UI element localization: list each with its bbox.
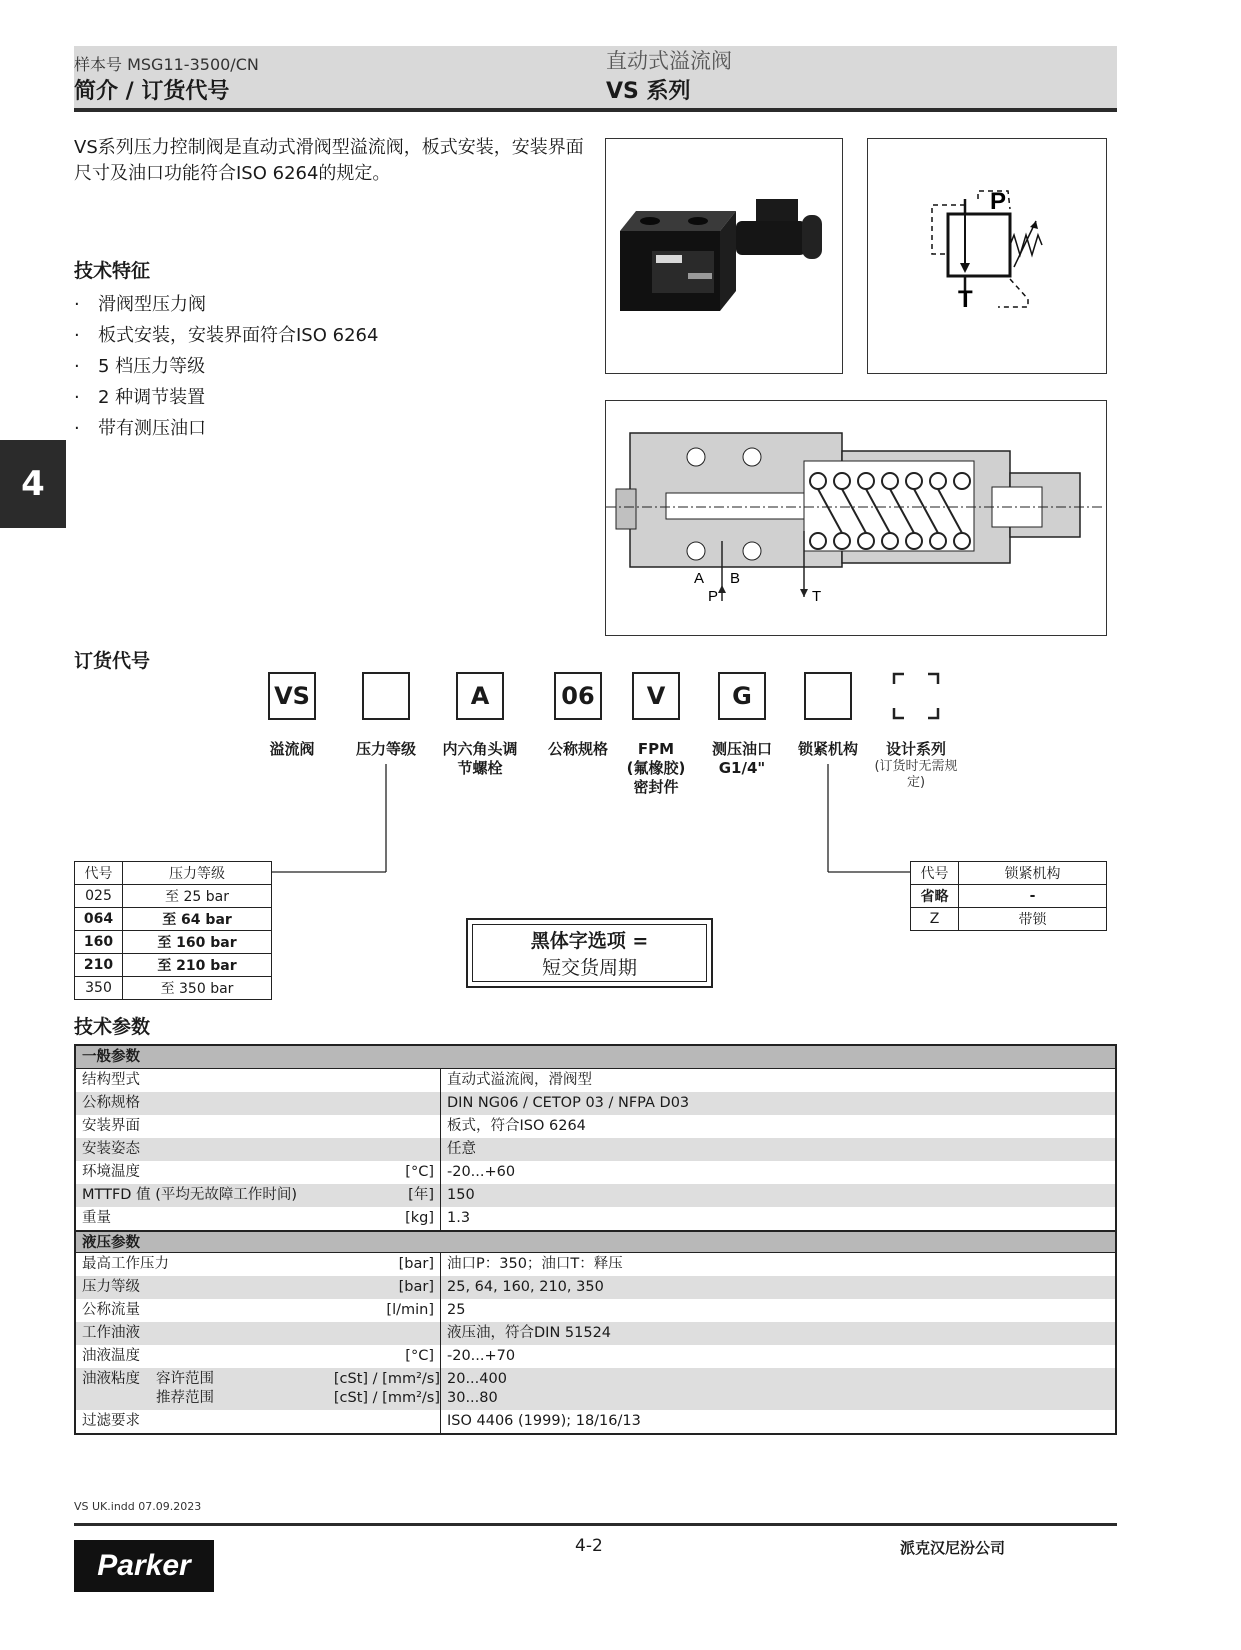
table-row: 工作油液 液压油，符合DIN 51524: [76, 1322, 1115, 1345]
section-general: 一般参数: [76, 1046, 1115, 1069]
section-hydraulic: 液压参数: [76, 1230, 1115, 1253]
list-item: · 带有测压油口: [74, 418, 206, 439]
table-row: 350 至 350 bar: [75, 977, 272, 1000]
list-item: · 5 档压力等级: [74, 356, 206, 377]
footer-rule: [74, 1523, 1117, 1526]
table-row: 安装姿态 任意: [76, 1138, 1115, 1161]
code-label-pressure: 压力等级: [355, 740, 416, 758]
list-item: · 板式安装，安装界面符合ISO 6264: [74, 325, 379, 346]
table-row: 安装界面 板式，符合ISO 6264: [76, 1115, 1115, 1138]
product-type: 直动式溢流阀: [606, 49, 732, 73]
intro-text: VS系列压力控制阀是直动式滑阀型溢流阀，板式安装，安装界面尺寸及油口功能符合ISO 6264的规定。: [74, 137, 584, 184]
tech-spec-table: [74, 1044, 1117, 1435]
table-row: 结构型式 直动式溢流阀，滑阀型: [76, 1069, 1115, 1092]
code-box-adjust: A: [456, 672, 504, 720]
port-p-label: P: [990, 188, 1007, 215]
code-label-adjust: 内六角头调节螺栓: [442, 740, 518, 777]
code-label-seal: FPM (氟橡胶) 密封件: [626, 740, 686, 796]
port-p-label: P: [708, 588, 719, 605]
lock-code-table: [910, 861, 1107, 931]
chapter-tab: 4: [0, 440, 66, 528]
parker-logo: Parker: [74, 1540, 214, 1592]
catalog-number: 样本号 MSG11-3500/CN: [74, 55, 259, 74]
code-box-seal: V: [632, 672, 680, 720]
table-row: Z 带锁: [911, 908, 1107, 931]
table-row-viscosity: 油液粘度 容许范围 [cSt] / [mm²/s] 推荐范围 [cSt] / [mm²/s] 20...400 30...80: [76, 1368, 1115, 1410]
code-box-gauge: G: [718, 672, 766, 720]
pressure-code-table: [74, 861, 272, 1000]
table-row: 重量 [kg] 1.3: [76, 1207, 1115, 1230]
table-row: 过滤要求 ISO 4406 (1999); 18/16/13: [76, 1410, 1115, 1433]
table-row: 025 至 25 bar: [75, 885, 272, 908]
table-header-row: 代号 锁紧机构: [911, 862, 1107, 885]
table-row: 环境温度 [°C] -20...+60: [76, 1161, 1115, 1184]
code-box-type: VS: [268, 672, 316, 720]
port-t-label: T: [958, 286, 973, 313]
file-info: VS UK.indd 07.09.2023: [74, 1500, 202, 1513]
port-a-label: A: [694, 570, 705, 587]
table-row: 压力等级 [bar] 25, 64, 160, 210, 350: [76, 1276, 1115, 1299]
code-label-size: 公称规格: [547, 740, 608, 758]
table-row: 公称规格 DIN NG06 / CETOP 03 / NFPA D03: [76, 1092, 1115, 1115]
company-name: 派克汉尼汾公司: [900, 1539, 1006, 1557]
port-t-label: T: [812, 588, 822, 605]
bold-option-note: 黑体字选项 = 短交货周期: [466, 918, 713, 988]
section-title: 简介 / 订货代号: [74, 79, 230, 104]
code-label-design-series: 设计系列 (订货时无需规定): [874, 740, 958, 790]
list-item: · 2 种调节装置: [74, 387, 206, 408]
code-box-size: 06: [554, 672, 602, 720]
table-row: MTTFD 值 (平均无故障工作时间) [年] 150: [76, 1184, 1115, 1207]
code-label-gauge: 测压油口 G1/4": [711, 740, 772, 777]
code-label-type: 溢流阀: [269, 740, 315, 758]
table-row: 省略 -: [911, 885, 1107, 908]
page-number: 4-2: [575, 1536, 603, 1556]
table-row: 064 至 64 bar: [75, 908, 272, 931]
table-row: 160 至 160 bar: [75, 931, 272, 954]
table-header-row: 代号 压力等级: [75, 862, 272, 885]
ordering-title: 订货代号: [74, 650, 151, 672]
table-row: 210 至 210 bar: [75, 954, 272, 977]
list-item: · 滑阀型压力阀: [74, 294, 206, 315]
table-row: 公称流量 [l/min] 25: [76, 1299, 1115, 1322]
tech-title: 技术参数: [74, 1016, 151, 1038]
port-b-label: B: [730, 570, 741, 587]
table-row: 油液温度 [°C] -20...+70: [76, 1345, 1115, 1368]
code-label-lock: 锁紧机构: [797, 740, 858, 758]
features-title: 技术特征: [74, 260, 151, 282]
table-row: 最高工作压力 [bar] 油口P：350；油口T：释压: [76, 1253, 1115, 1276]
series-title: VS 系列: [606, 79, 691, 104]
